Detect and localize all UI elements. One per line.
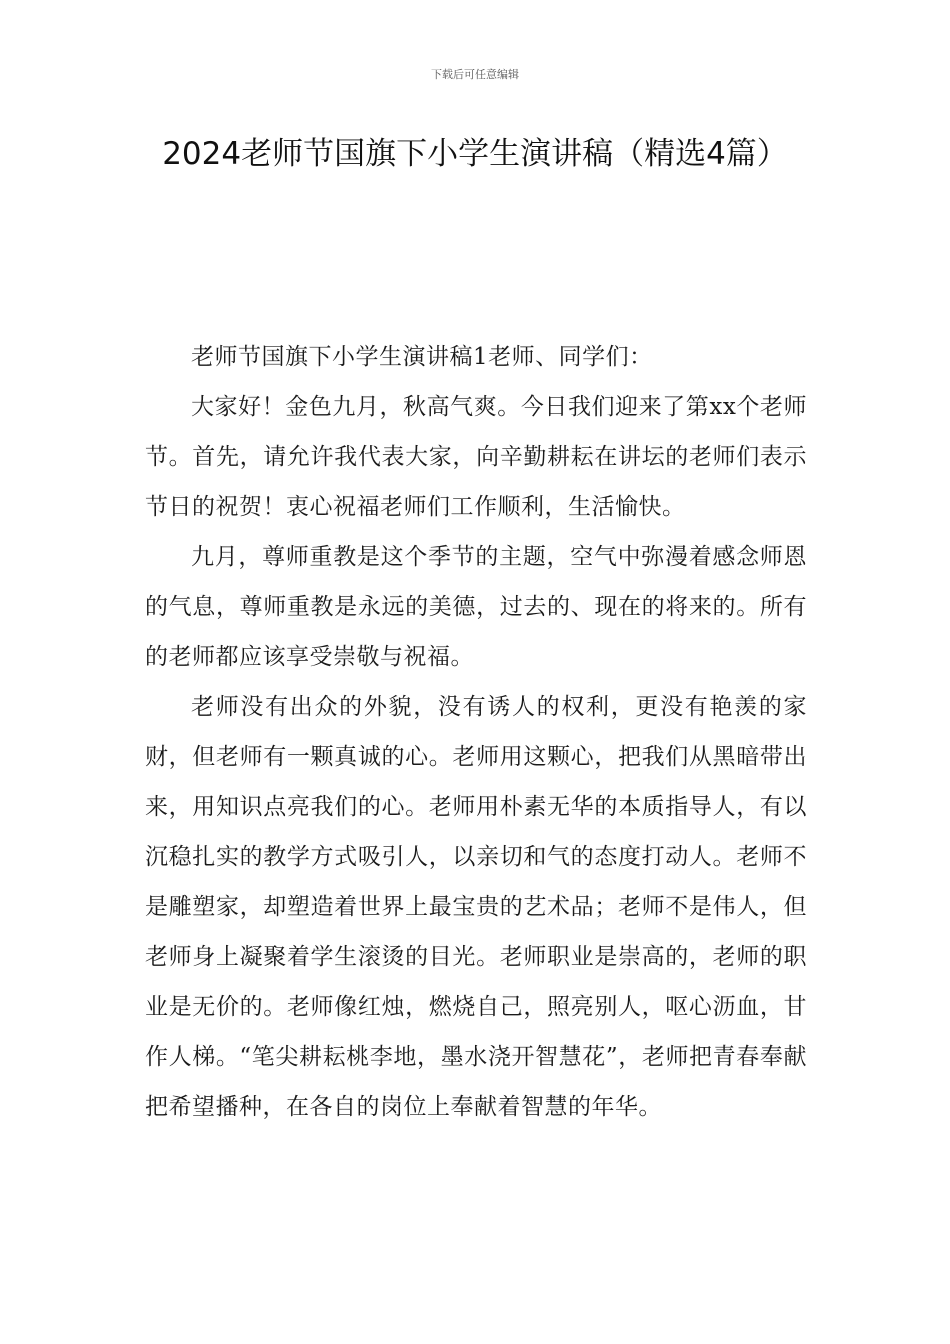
paragraph-1: 老师节国旗下小学生演讲稿1老师、同学们： xyxy=(191,344,653,370)
paragraph-2: 大家好！金色九月，秋高气爽。今日我们迎来了第xx个老师节。首先，请允许我代表大家，向辛勤耕耘在讲坛的老师们表示节日的祝贺！衷心祝福老师们工作顺利，生活愉快。 xyxy=(145,394,807,520)
paragraph-3: 九月，尊师重教是这个季节的主题，空气中弥漫着感念师恩的气息，尊师重教是永远的美德，过去的、现在的将来的。所有的老师都应该享受崇敬与祝福。 xyxy=(145,544,807,670)
document-body xyxy=(145,332,807,1132)
header-note: 下载后可任意编辑 xyxy=(431,68,519,81)
document-title: 2024老师节国旗下小学生演讲稿（精选4篇） xyxy=(162,136,788,172)
paragraph-4: 老师没有出众的外貌，没有诱人的权利，更没有艳羡的家财，但老师有一颗真诚的心。老师用这颗心，把我们从黑暗带出来，用知识点亮我们的心。老师用朴素无华的本质指导人，有以沉稳扎实的教学方式吸引人，以亲切和气的态度打动人。老师不是雕塑家，却塑造着世界上最宝贵的艺术品；老师不是伟人，但老师身上凝聚着学生滚烫的目光。老师职业是崇高的，老师的职业是无价的。老师像红烛，燃烧自己，照亮别人，呕心沥血，甘作人梯。“笔尖耕耘桃李地，墨水浇开智慧花”，老师把青春奉献把希望播种，在各自的岗位上奉献着智慧的年华。 xyxy=(145,694,807,1120)
